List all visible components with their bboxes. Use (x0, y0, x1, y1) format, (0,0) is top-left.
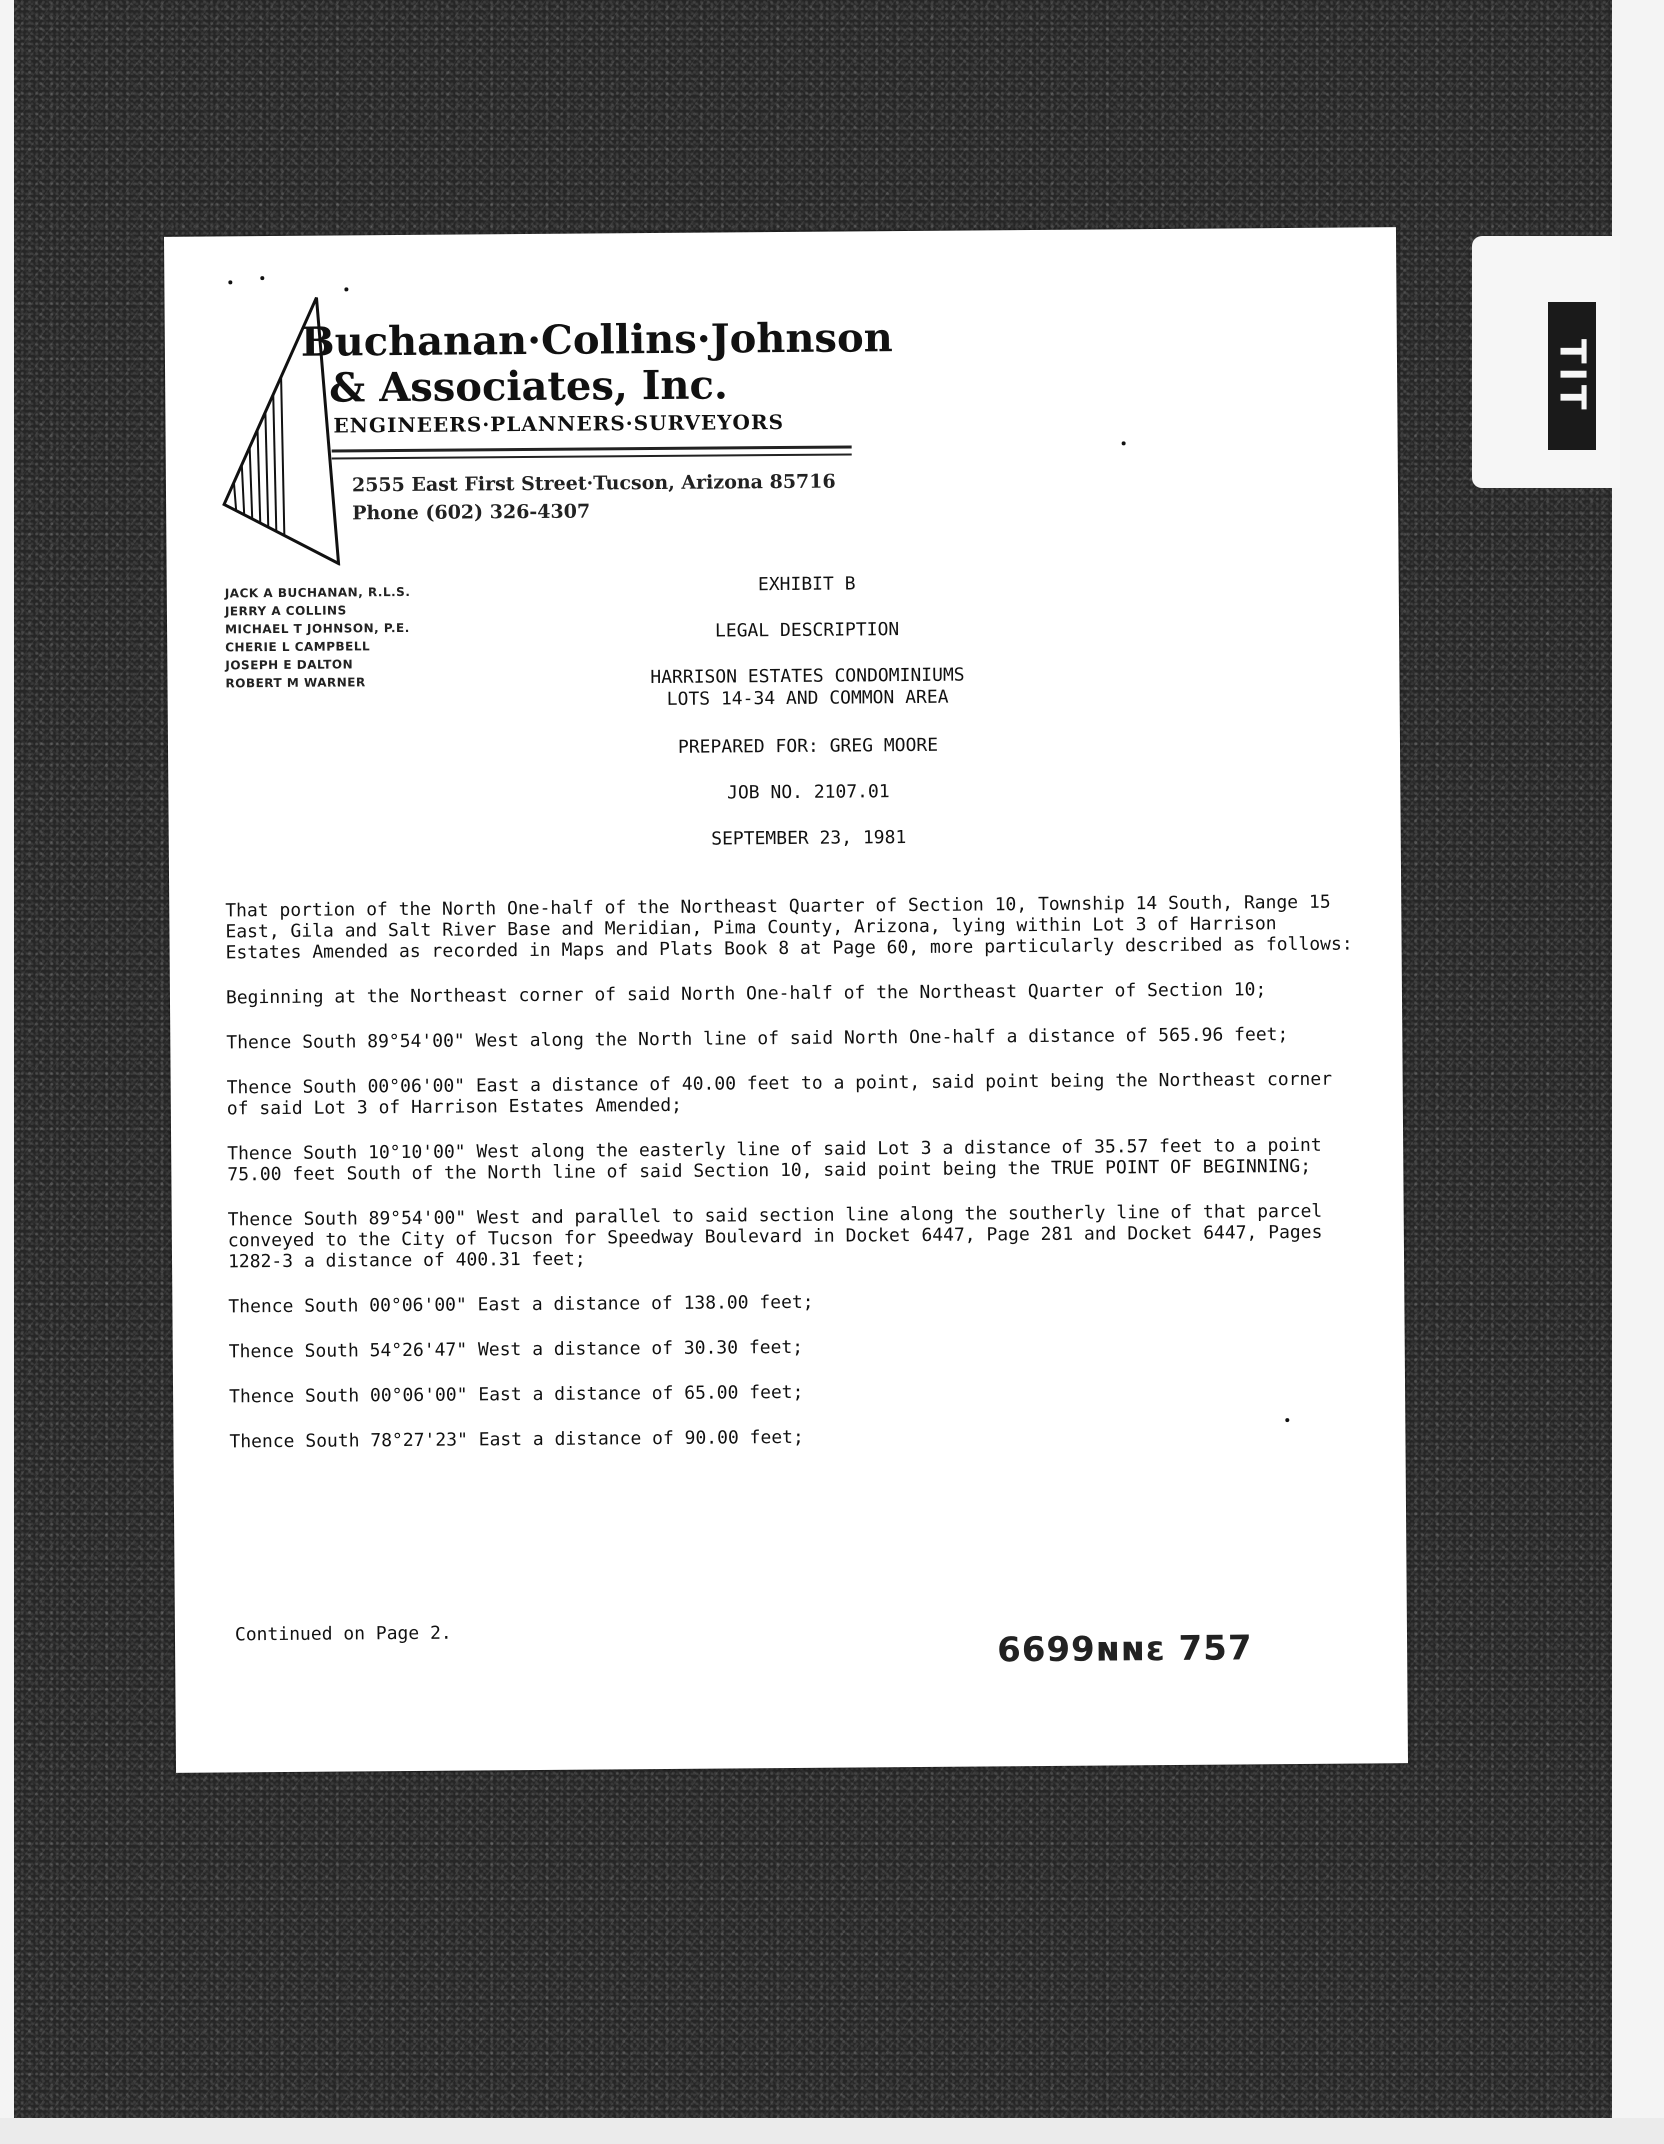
paragraph-course: Thence South 00°06'00" East a distance of 40.00 feet to a point, said point being the Northeast corner of said Lot 3 of Harrison Estates Amended; (226, 1068, 1333, 1120)
staff-name: JOSEPH E DALTON (225, 657, 354, 673)
paragraph-course: Thence South 10°10'00" West along the easterly line of said Lot 3 a distance of 35.57 feet to a point 75.00 feet South of the North line of said Section 10, said point being the TRUE POINT OF BEGINNING; (227, 1134, 1322, 1186)
side-tab (1472, 236, 1620, 488)
firm-tagline: ENGINEERS·PLANNERS·SURVEYORS (333, 409, 785, 438)
letterhead-rule (332, 445, 852, 452)
docket-stamp: 6699ɴɴɛ 757 (996, 1628, 1253, 1671)
scan-speck (228, 280, 232, 284)
scan-speck (1285, 1418, 1289, 1422)
firm-phone: Phone (602) 326-4307 (352, 500, 591, 525)
firm-address: 2555 East First Street·Tucson, Arizona 85716 (351, 470, 836, 497)
document-page (164, 227, 1408, 1773)
project-line2: LOTS 14-34 AND COMMON AREA (666, 686, 949, 710)
prepared-for: PREPARED FOR: GREG MOORE (677, 734, 939, 758)
continued-note: Continued on Page 2. (234, 1622, 452, 1646)
paragraph-beginning: Beginning at the Northeast corner of said North One-half of the Northeast Quarter of Section 10; (225, 979, 1267, 1009)
paragraph-course: Thence South 00°06'00" East a distance of 138.00 feet; (228, 1291, 814, 1318)
paragraph-course: Thence South 89°54'00" West along the North line of said North One-half a distance of 565.96 feet; (226, 1024, 1289, 1054)
document-date: SEPTEMBER 23, 1981 (711, 827, 907, 850)
paragraph-course: Thence South 89°54'00" West and parallel to said section line along the southerly line of that parcel conveyed to the City of Tucson for Speedway Boulevard in Docket 6447, Page 281 and Docket 6447, Pages 1282-3 a distance of 400.31 feet; (227, 1200, 1323, 1273)
side-tab-mark: TIT (1548, 302, 1596, 450)
legal-description-body (225, 892, 1359, 1477)
scan-left-edge (0, 0, 14, 2144)
firm-name-line2: & Associates, Inc. (328, 361, 728, 412)
staff-name: JERRY A COLLINS (224, 603, 347, 619)
firm-name-line1: Buchanan·Collins·Johnson (300, 314, 893, 366)
scan-speck (1122, 441, 1126, 445)
exhibit-label: EXHIBIT B (757, 573, 856, 596)
firm-address-block (352, 468, 836, 528)
document-title: LEGAL DESCRIPTION (714, 619, 900, 642)
project-name (527, 664, 1087, 712)
paragraph-course: Thence South 00°06'00" East a distance of 65.00 feet; (229, 1381, 804, 1408)
job-number: JOB NO. 2107.01 (727, 781, 890, 804)
staff-name: ROBERT M WARNER (225, 675, 366, 691)
scan-speck (260, 276, 264, 280)
paragraph-intro: That portion of the North One-half of the Northeast Quarter of Section 10, Township 14 South, Range 15 East, Gila and Salt River Base and Meridian, Pima County, Arizona, lying within Lot 3 of Harrison Estates Amended as recorded in Maps and Plats Book 8 at Page 60, more particularly described as follows: (225, 891, 1353, 964)
scan-bottom-edge (0, 2118, 1664, 2144)
paragraph-course: Thence South 54°26'47" West a distance of 30.30 feet; (228, 1336, 804, 1363)
scan-speck (344, 287, 348, 291)
staff-name: MICHAEL T JOHNSON, P.E. (225, 620, 410, 637)
letterhead-rule-lower (332, 453, 852, 459)
staff-name: JACK A BUCHANAN, R.L.S. (224, 584, 411, 601)
staff-name: CHERIE L CAMPBELL (225, 639, 371, 655)
paragraph-course: Thence South 78°27'23" East a distance of 90.00 feet; (229, 1426, 804, 1453)
project-line1: HARRISON ESTATES CONDOMINIUMS (650, 664, 965, 689)
firm-name (301, 315, 894, 412)
staff-list (225, 583, 411, 692)
